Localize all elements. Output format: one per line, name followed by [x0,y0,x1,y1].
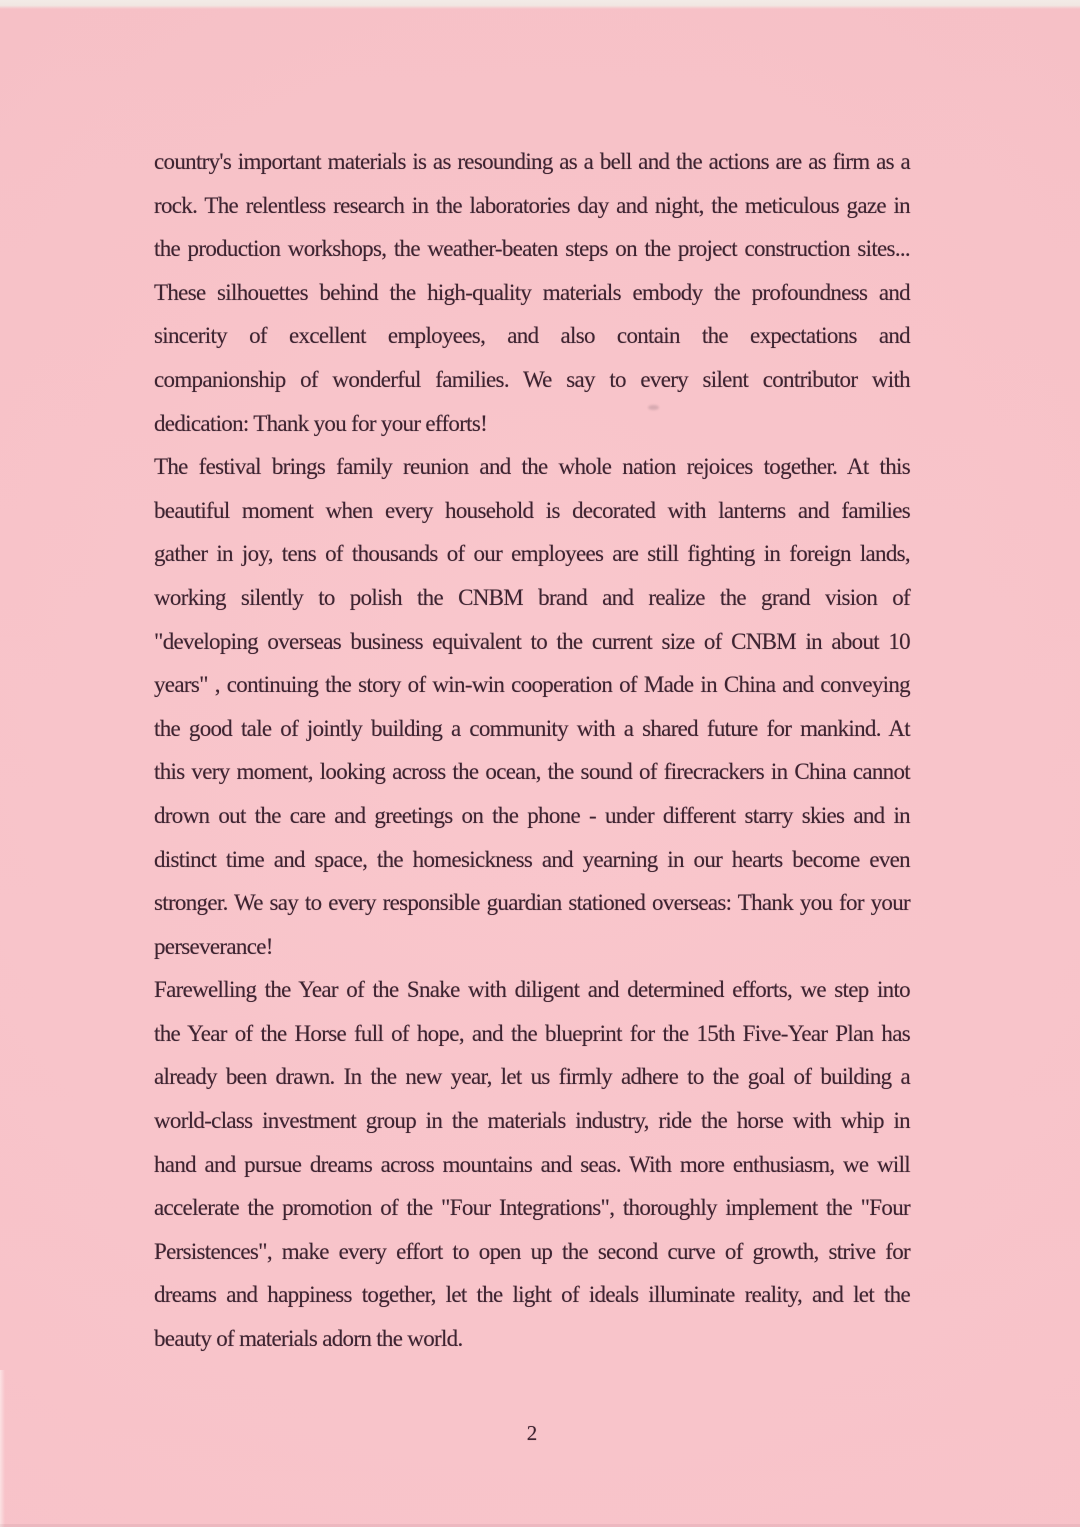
text-line: the production workshops, the weather-beaten steps on the project construction sites... [154,236,910,262]
text-line: drown out the care and greetings on the phone - under different starry skies and in [154,802,910,828]
text-line: dedication: Thank you for your efforts! [154,410,488,436]
paragraph-1 [154,140,910,445]
text-line: country's important materials is as resounding as a bell and the actions are as firm as a [154,149,910,174]
text-line: hand and pursue dreams across mountains and seas. With more enthusiasm, we will [154,1151,910,1177]
paper-top-edge [0,0,1080,9]
text-line: Persistences", make every effort to open up the second curve of growth, strive for [154,1238,910,1264]
text-line: this very moment, looking across the ocean, the sound of firecrackers in China cannot [154,759,910,785]
letter-body [154,140,910,1361]
text-line: years" , continuing the story of win-win cooperation of Made in China and conveying [154,672,910,698]
text-line: distinct time and space, the homesickness and yearning in our hearts become even [154,846,910,872]
text-line: dreams and happiness together, let the light of ideals illuminate reality, and let the [154,1282,910,1308]
text-line: beauty of materials adorn the world. [154,1326,463,1352]
text-line: the Year of the Horse full of hope, and the blueprint for the 15th Five-Year Plan has [154,1020,910,1046]
paper-left-edge [0,1370,5,1527]
paragraph-3 [154,968,910,1360]
text-line: working silently to polish the CNBM brand and realize the grand vision of [154,584,910,610]
text-line: companionship of wonderful families. We say to every silent contributor with [154,366,910,392]
text-line: Farewelling the Year of the Snake with diligent and determined efforts, we step into [154,977,910,1003]
text-line: the good tale of jointly building a community with a shared future for mankind. At [154,715,910,741]
text-line: gather in joy, tens of thousands of our employees are still fighting in foreign lands, [154,541,910,567]
text-line: stronger. We say to every responsible guardian stationed overseas: Thank you for your [154,890,910,916]
paragraph-2 [154,445,910,968]
text-line: sincerity of excellent employees, and also contain the expectations and [154,323,910,349]
text-line: perseverance! [154,933,273,959]
text-line: These silhouettes behind the high-quality materials embody the profoundness and [154,279,910,305]
text-line: The festival brings family reunion and the whole nation rejoices together. At this [154,454,910,480]
text-line: world-class investment group in the materials industry, ride the horse with whip in [154,1108,910,1134]
page-number: 2 [526,1421,538,1445]
text-line: already been drawn. In the new year, let us firmly adhere to the goal of building a [154,1064,910,1090]
text-line: accelerate the promotion of the "Four Integrations", thoroughly implement the "Four [154,1195,910,1221]
text-line: "developing overseas business equivalent to the current size of CNBM in about 10 [154,628,910,654]
text-line: beautiful moment when every household is decorated with lanterns and families [154,497,910,523]
text-line: rock. The relentless research in the laboratories day and night, the meticulous gaze in [154,192,910,218]
